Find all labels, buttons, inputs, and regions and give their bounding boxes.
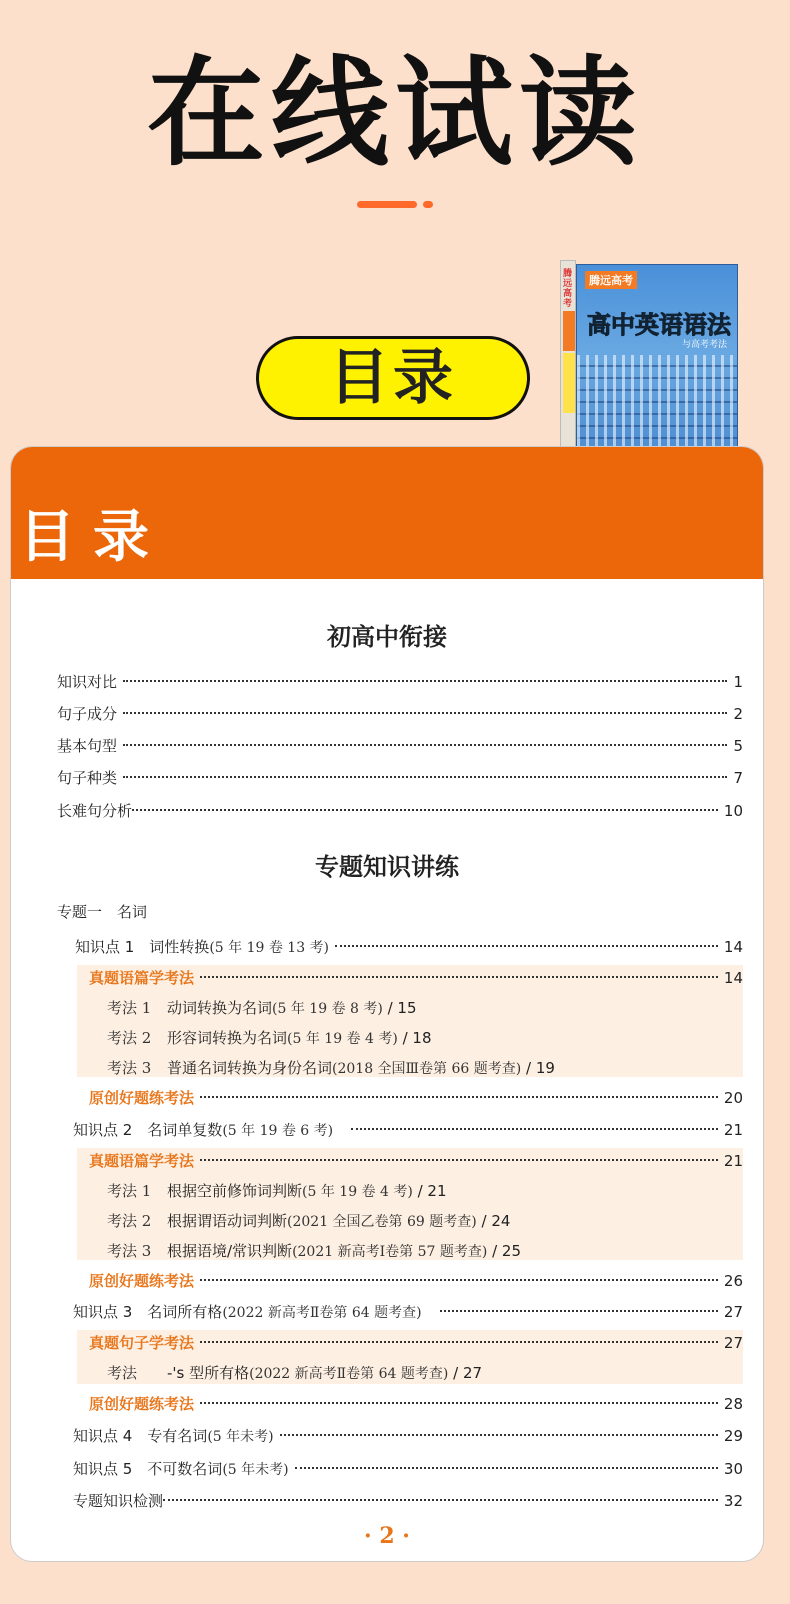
- kp2-original-practice[interactable]: 原创好题练考法 26: [89, 1272, 743, 1290]
- kp1-method-2[interactable]: 考法 2 形容词转换为名词(5 年 19 卷 4 考) / 18: [107, 1029, 432, 1047]
- page-number: · 2 ·: [364, 1523, 410, 1549]
- toc-entry[interactable]: 句子成分 2: [57, 705, 743, 723]
- title-underline-dash: [357, 201, 417, 208]
- spine-text: 腾远高考: [563, 269, 573, 309]
- kp3-method[interactable]: 考法 -'s 型所有格(2022 新高考Ⅱ卷第 64 题考查) / 27: [107, 1364, 483, 1382]
- kp2-method-2[interactable]: 考法 2 根据谓语动词判断(2021 全国乙卷第 69 题考查) / 24: [107, 1212, 511, 1230]
- book-title: 高中英语语法: [587, 311, 731, 339]
- knowledge-point-5[interactable]: 知识点 5 不可数名词 (5 年未考) 30: [73, 1460, 743, 1478]
- kp2-real-questions[interactable]: 真题语篇学考法 21: [89, 1152, 743, 1170]
- topic-heading: 专题一 名词: [57, 903, 148, 921]
- kp3-original-practice[interactable]: 原创好题练考法 28: [89, 1395, 743, 1413]
- kp1-real-questions[interactable]: 真题语篇学考法 14: [89, 969, 743, 987]
- kp1-method-3[interactable]: 考法 3 普通名词转换为身份名词(2018 全国Ⅲ卷第 66 题考查) / 19: [107, 1059, 555, 1077]
- toc-entry[interactable]: 基本句型 5: [57, 737, 743, 755]
- kp2-method-3[interactable]: 考法 3 根据语境/常识判断(2021 新高考Ⅰ卷第 57 题考查) / 25: [107, 1242, 521, 1260]
- knowledge-point-2[interactable]: 知识点 2 名词单复数 (5 年 19 卷 6 考) 21: [73, 1121, 743, 1139]
- knowledge-point-1[interactable]: 知识点 1 词性转换 (5 年 19 卷 13 考) 14: [75, 938, 743, 956]
- kp2-method-1[interactable]: 考法 1 根据空前修饰词判断(5 年 19 卷 4 考) / 21: [107, 1182, 447, 1200]
- toc-entry[interactable]: 长难句分析 10: [57, 802, 743, 820]
- kp1-method-1[interactable]: 考法 1 动词转换为名词(5 年 19 卷 8 考) / 15: [107, 999, 417, 1017]
- kp1-original-practice[interactable]: 原创好题练考法 20: [89, 1089, 743, 1107]
- knowledge-point-4[interactable]: 知识点 4 专有名词 (5 年未考) 29: [73, 1427, 743, 1445]
- knowledge-point-3[interactable]: 知识点 3 名词所有格 (2022 新高考Ⅱ卷第 64 题考查) 27: [73, 1303, 743, 1321]
- kp3-real-questions[interactable]: 真题句子学考法 27: [89, 1334, 743, 1352]
- publisher-logo: 腾远高考: [585, 271, 637, 289]
- book-subtitle: 与高考考法: [681, 340, 727, 350]
- catalog-pill: 目录: [256, 336, 530, 420]
- toc-entry[interactable]: 知识对比 1: [57, 673, 743, 691]
- hero-title: 在线试读: [146, 44, 643, 182]
- toc-header-title: 目录: [19, 505, 167, 570]
- topic-knowledge-check[interactable]: 专题知识检测 32: [73, 1492, 743, 1510]
- toc-header: [11, 447, 763, 579]
- toc-card: [10, 446, 764, 1562]
- toc-entry[interactable]: 句子种类 7: [57, 769, 743, 787]
- section-title-bridge: 初高中衔接: [327, 622, 447, 651]
- section-title-topics: 专题知识讲练: [315, 852, 459, 881]
- title-underline-dot: [423, 201, 433, 208]
